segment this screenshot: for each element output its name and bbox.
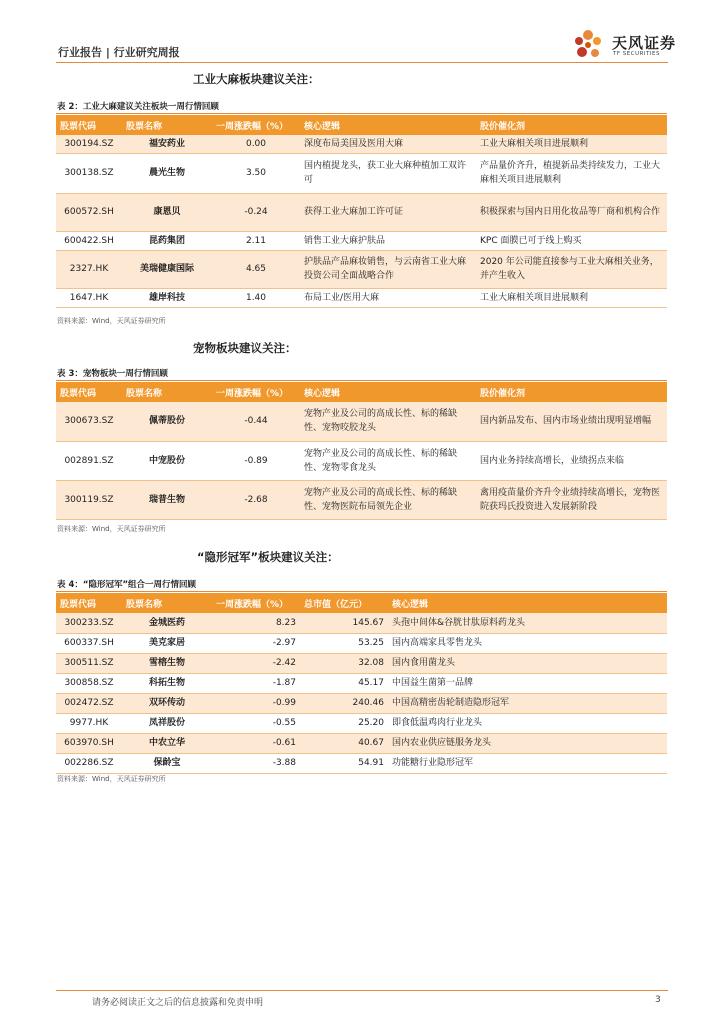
stock-code: 300511.SZ xyxy=(56,653,122,673)
market-cap: 145.67 xyxy=(300,613,388,633)
catalyst: 产品量价齐升，植提新品类持续发力，工业大麻相关项目进展顺利 xyxy=(476,153,667,193)
logo-icon xyxy=(570,28,610,64)
table-top-rule xyxy=(56,113,667,114)
footer-divider xyxy=(56,990,668,991)
stock-code: 600422.SH xyxy=(56,231,122,250)
hemp-table xyxy=(56,115,667,308)
weekly-change: 2.11 xyxy=(212,231,300,250)
report-header: 行业报告 | 行业研究周报 xyxy=(58,46,180,59)
logo-subtitle: TF SECURITIES xyxy=(613,51,660,57)
logo-name: 天风证券 xyxy=(612,34,677,52)
stock-name: 康恩贝 xyxy=(122,193,212,231)
header-cell: 股票名称 xyxy=(122,115,212,135)
header-cell: 核心逻辑 xyxy=(300,382,476,402)
section-title-hemp: 工业大麻板块建议关注： xyxy=(193,72,320,86)
weekly-change: 1.40 xyxy=(212,288,300,307)
table-row xyxy=(56,733,667,753)
weekly-change: -2.42 xyxy=(212,653,300,673)
header-cell: 股票名称 xyxy=(122,382,212,402)
stock-code: 002286.SZ xyxy=(56,753,122,773)
stock-name: 昆药集团 xyxy=(122,231,212,250)
catalyst: 国内业务持续高增长，业绩拐点来临 xyxy=(476,441,667,480)
table-row xyxy=(56,193,667,231)
weekly-change: -3.88 xyxy=(212,753,300,773)
stock-code: 300119.SZ xyxy=(56,480,122,519)
company-logo xyxy=(570,28,680,64)
stock-name: 福安药业 xyxy=(122,135,212,153)
core-logic: 头孢中间体&谷胱甘肽原料药龙头 xyxy=(388,613,667,633)
catalyst: KPC 面膜已可于线上购买 xyxy=(476,231,667,250)
table-row xyxy=(56,693,667,713)
source-note: 资料来源：Wind，天风证券研究所 xyxy=(57,317,166,325)
stock-name: 双环传动 xyxy=(122,693,212,713)
stock-name: 佩蒂股份 xyxy=(122,402,212,441)
core-logic: 国内高端家具零售龙头 xyxy=(388,633,667,653)
stock-code: 002472.SZ xyxy=(56,693,122,713)
table-row xyxy=(56,441,667,480)
market-cap: 25.20 xyxy=(300,713,388,733)
weekly-change: 8.23 xyxy=(212,613,300,633)
table-row xyxy=(56,402,667,441)
table-row xyxy=(56,653,667,673)
stock-code: 1647.HK xyxy=(56,288,122,307)
stock-name: 美瑞健康国际 xyxy=(122,250,212,288)
header-cell: 总市值（亿元） xyxy=(300,593,388,613)
table-caption-pet: 表 3：宠物板块一周行情回顾 xyxy=(57,369,168,379)
market-cap: 53.25 xyxy=(300,633,388,653)
weekly-change: -0.24 xyxy=(212,193,300,231)
header-cell: 股票代码 xyxy=(56,593,122,613)
table-row xyxy=(56,480,667,519)
market-cap: 45.17 xyxy=(300,673,388,693)
table-row xyxy=(56,753,667,773)
stock-code: 300673.SZ xyxy=(56,402,122,441)
core-logic: 布局工业/医用大麻 xyxy=(300,288,476,307)
weekly-change: -2.97 xyxy=(212,633,300,653)
catalyst: 国内新品发布、国内市场业绩出现明显增幅 xyxy=(476,402,667,441)
core-logic: 中国高精密齿轮制造隐形冠军 xyxy=(388,693,667,713)
core-logic: 国内植提龙头，获工业大麻种植加工双许可 xyxy=(300,153,476,193)
stock-code: 300138.SZ xyxy=(56,153,122,193)
table-caption-champion: 表 4：“隐形冠军”组合一周行情回顾 xyxy=(57,580,197,590)
table-header-row xyxy=(56,382,667,402)
core-logic: 中国益生菌第一品牌 xyxy=(388,673,667,693)
market-cap: 240.46 xyxy=(300,693,388,713)
weekly-change: -1.87 xyxy=(212,673,300,693)
catalyst: 积极探索与国内日用化妆品等厂商和机构合作 xyxy=(476,193,667,231)
weekly-change: -0.44 xyxy=(212,402,300,441)
core-logic: 宠物产业及公司的高成长性、标的稀缺性、宠物医院布局领先企业 xyxy=(300,480,476,519)
stock-code: 9977.HK xyxy=(56,713,122,733)
stock-code: 300194.SZ xyxy=(56,135,122,153)
table-top-rule xyxy=(56,380,667,381)
weekly-change: -0.99 xyxy=(212,693,300,713)
table-top-rule xyxy=(56,591,667,592)
catalyst: 工业大麻相关项目进展顺利 xyxy=(476,288,667,307)
stock-name: 晨光生物 xyxy=(122,153,212,193)
table-row xyxy=(56,288,667,307)
stock-name: 雪榕生物 xyxy=(122,653,212,673)
champion-table xyxy=(56,593,667,774)
weekly-change: -0.61 xyxy=(212,733,300,753)
section-title-pet: 宠物板块建议关注： xyxy=(193,341,297,355)
stock-code: 300233.SZ xyxy=(56,613,122,633)
weekly-change: -0.55 xyxy=(212,713,300,733)
header-cell: 股票代码 xyxy=(56,115,122,135)
header-cell: 一周涨跌幅（%） xyxy=(212,382,300,402)
stock-name: 中农立华 xyxy=(122,733,212,753)
table-header-row xyxy=(56,593,667,613)
stock-name: 中宠股份 xyxy=(122,441,212,480)
header-cell: 核心逻辑 xyxy=(300,115,476,135)
stock-name: 瑞普生物 xyxy=(122,480,212,519)
weekly-change: 3.50 xyxy=(212,153,300,193)
pet-table xyxy=(56,382,667,520)
weekly-change: -2.68 xyxy=(212,480,300,519)
table-row xyxy=(56,633,667,653)
table-row xyxy=(56,673,667,693)
table-row xyxy=(56,153,667,193)
weekly-change: -0.89 xyxy=(212,441,300,480)
stock-name: 金城医药 xyxy=(122,613,212,633)
core-logic: 获得工业大麻加工许可证 xyxy=(300,193,476,231)
header-cell: 股价催化剂 xyxy=(476,115,667,135)
core-logic: 即食低温鸡肉行业龙头 xyxy=(388,713,667,733)
stock-name: 保龄宝 xyxy=(122,753,212,773)
core-logic: 国内农业供应链服务龙头 xyxy=(388,733,667,753)
source-note: 资料来源：Wind，天风证券研究所 xyxy=(57,525,166,533)
core-logic: 护肤品产品麻妆销售，与云南省工业大麻投资公司全面战略合作 xyxy=(300,250,476,288)
stock-code: 600572.SH xyxy=(56,193,122,231)
table-header-row xyxy=(56,115,667,135)
section-title-champion: “隐形冠军”板块建议关注： xyxy=(197,550,339,564)
table-row xyxy=(56,135,667,153)
core-logic: 功能糖行业隐形冠军 xyxy=(388,753,667,773)
header-cell: 一周涨跌幅（%） xyxy=(212,115,300,135)
stock-code: 300858.SZ xyxy=(56,673,122,693)
header-cell: 股票代码 xyxy=(56,382,122,402)
core-logic: 宠物产业及公司的高成长性、标的稀缺性、宠物咬胶龙头 xyxy=(300,402,476,441)
table-row xyxy=(56,250,667,288)
core-logic: 国内食用菌龙头 xyxy=(388,653,667,673)
source-note: 资料来源：Wind，天风证券研究所 xyxy=(57,775,166,783)
weekly-change: 4.65 xyxy=(212,250,300,288)
catalyst: 2020 年公司能直接参与工业大麻相关业务，并产生收入 xyxy=(476,250,667,288)
market-cap: 54.91 xyxy=(300,753,388,773)
table-row xyxy=(56,613,667,633)
stock-name: 美克家居 xyxy=(122,633,212,653)
disclaimer-text: 请务必阅读正文之后的信息披露和免责申明 xyxy=(92,998,264,1008)
catalyst: 工业大麻相关项目进展顺利 xyxy=(476,135,667,153)
market-cap: 32.08 xyxy=(300,653,388,673)
stock-code: 2327.HK xyxy=(56,250,122,288)
core-logic: 深度布局美国及医用大麻 xyxy=(300,135,476,153)
header-cell: 股价催化剂 xyxy=(476,382,667,402)
catalyst: 禽用疫苗量价齐升令业绩持续高增长，宠物医院获玛氏投资进入发展新阶段 xyxy=(476,480,667,519)
stock-name: 科拓生物 xyxy=(122,673,212,693)
page-number: 3 xyxy=(655,995,661,1005)
weekly-change: 0.00 xyxy=(212,135,300,153)
market-cap: 40.67 xyxy=(300,733,388,753)
table-row xyxy=(56,231,667,250)
table-row xyxy=(56,713,667,733)
header-cell: 一周涨跌幅（%） xyxy=(212,593,300,613)
stock-name: 雄岸科技 xyxy=(122,288,212,307)
core-logic: 销售工业大麻护肤品 xyxy=(300,231,476,250)
stock-code: 002891.SZ xyxy=(56,441,122,480)
core-logic: 宠物产业及公司的高成长性、标的稀缺性、宠物零食龙头 xyxy=(300,441,476,480)
header-cell: 股票名称 xyxy=(122,593,212,613)
header-cell: 核心逻辑 xyxy=(388,593,667,613)
table-caption-hemp: 表 2：工业大麻建议关注板块一周行情回顾 xyxy=(57,102,219,112)
stock-code: 603970.SH xyxy=(56,733,122,753)
stock-name: 凤祥股份 xyxy=(122,713,212,733)
stock-code: 600337.SH xyxy=(56,633,122,653)
